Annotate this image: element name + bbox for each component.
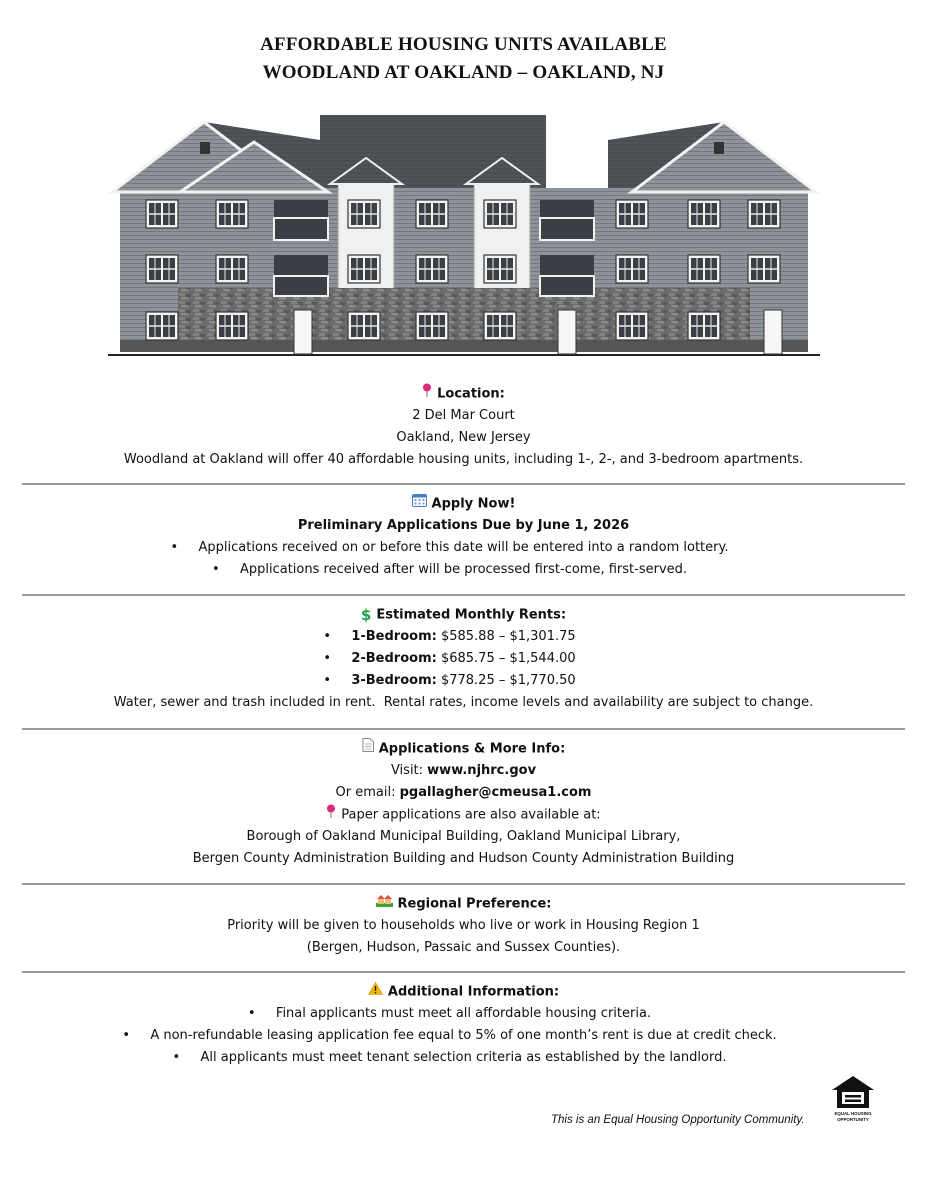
divider — [22, 971, 905, 973]
calendar-icon — [412, 493, 427, 515]
equal-housing-logo — [829, 1074, 877, 1124]
warning-icon — [368, 981, 383, 1003]
rent-item-2 — [351, 648, 575, 670]
rents-heading: Estimated Monthly Rents: — [376, 607, 567, 623]
document-icon — [362, 738, 374, 760]
info-section — [0, 738, 927, 870]
location-city: Oakland, New Jersey — [396, 430, 531, 445]
apply-bullet-1: • Applications received on or before this date will be entered into a random lottery. — [199, 537, 729, 559]
svg-text:OPPORTUNITY: OPPORTUNITY — [837, 1117, 869, 1122]
rent-label: 1-Bedroom: — [351, 629, 437, 644]
divider — [22, 594, 905, 596]
info-heading: Applications & More Info: — [378, 741, 566, 757]
location-street: 2 Del Mar Court — [412, 408, 515, 423]
rent-item-3 — [351, 670, 575, 692]
rent-label: 2-Bedroom: — [351, 651, 437, 666]
rent-label: 3-Bedroom: — [351, 673, 437, 688]
email-link[interactable]: pgallagher@cmeusa1.com — [399, 785, 592, 800]
svg-text:EQUAL HOUSING: EQUAL HOUSING — [834, 1111, 872, 1116]
location-heading: Location: — [437, 386, 505, 402]
pin-icon — [422, 383, 432, 405]
additional-bullet-2: • A non-refundable leasing application fee equal to 5% of one month’s rent is due at credit check. — [150, 1025, 776, 1047]
apply-deadline: Preliminary Applications Due by June 1, 2026 — [297, 518, 630, 533]
locations-line-1: Borough of Oakland Municipal Building, Oakland Municipal Library, — [246, 829, 681, 844]
title-line-2: WOODLAND AT OAKLAND – OAKLAND, NJ — [262, 62, 665, 83]
divider — [22, 728, 905, 730]
regional-heading: Regional Preference: — [397, 896, 552, 912]
houses-icon — [376, 893, 393, 915]
paper-note: Paper applications are also available at: — [341, 807, 601, 823]
apply-bullet-2: • Applications received after will be processed first-come, first-served. — [240, 559, 687, 581]
apply-heading: Apply Now! — [431, 496, 516, 512]
email-prefix: Or email: — [335, 785, 400, 800]
regional-line-2: (Bergen, Hudson, Passaic and Sussex Counties). — [306, 940, 621, 955]
location-section — [0, 383, 927, 471]
title-line-1: AFFORDABLE HOUSING UNITS AVAILABLE — [260, 34, 667, 55]
divider — [22, 483, 905, 485]
rents-note: Water, sewer and trash included in rent. Rental rates, income levels and availability are subject to change. — [113, 695, 814, 710]
visit-link[interactable]: www.njhrc.gov — [427, 763, 537, 778]
additional-heading: Additional Information: — [387, 984, 560, 1000]
rent-value: $685.75 – $1,544.00 — [440, 651, 576, 666]
regional-line-1: Priority will be given to households who live or work in Housing Region 1 — [227, 918, 700, 933]
location-description: Woodland at Oakland will offer 40 affordable housing units, including 1-, 2-, and 3-bedroom apartments. — [123, 452, 804, 467]
pin-icon — [326, 804, 336, 826]
rent-value: $585.88 – $1,301.75 — [440, 629, 576, 644]
divider — [22, 883, 905, 885]
locations-line-2: Bergen County Administration Building and Hudson County Administration Building — [192, 851, 735, 866]
additional-bullet-1: • Final applicants must meet all affordable housing criteria. — [276, 1003, 651, 1025]
additional-bullet-3: • All applicants must meet tenant selection criteria as established by the landlord. — [201, 1047, 727, 1069]
rent-value: $778.25 – $1,770.50 — [440, 673, 576, 688]
rent-item-1 — [351, 626, 575, 648]
regional-section — [0, 893, 927, 959]
rents-section — [0, 604, 927, 714]
apply-section — [0, 493, 927, 581]
additional-section — [0, 981, 927, 1069]
dollar-icon: $ — [360, 606, 372, 624]
footer-note: This is an Equal Housing Opportunity Community. — [551, 1114, 805, 1126]
visit-prefix: Visit: — [390, 763, 428, 778]
building-illustration — [108, 100, 820, 358]
